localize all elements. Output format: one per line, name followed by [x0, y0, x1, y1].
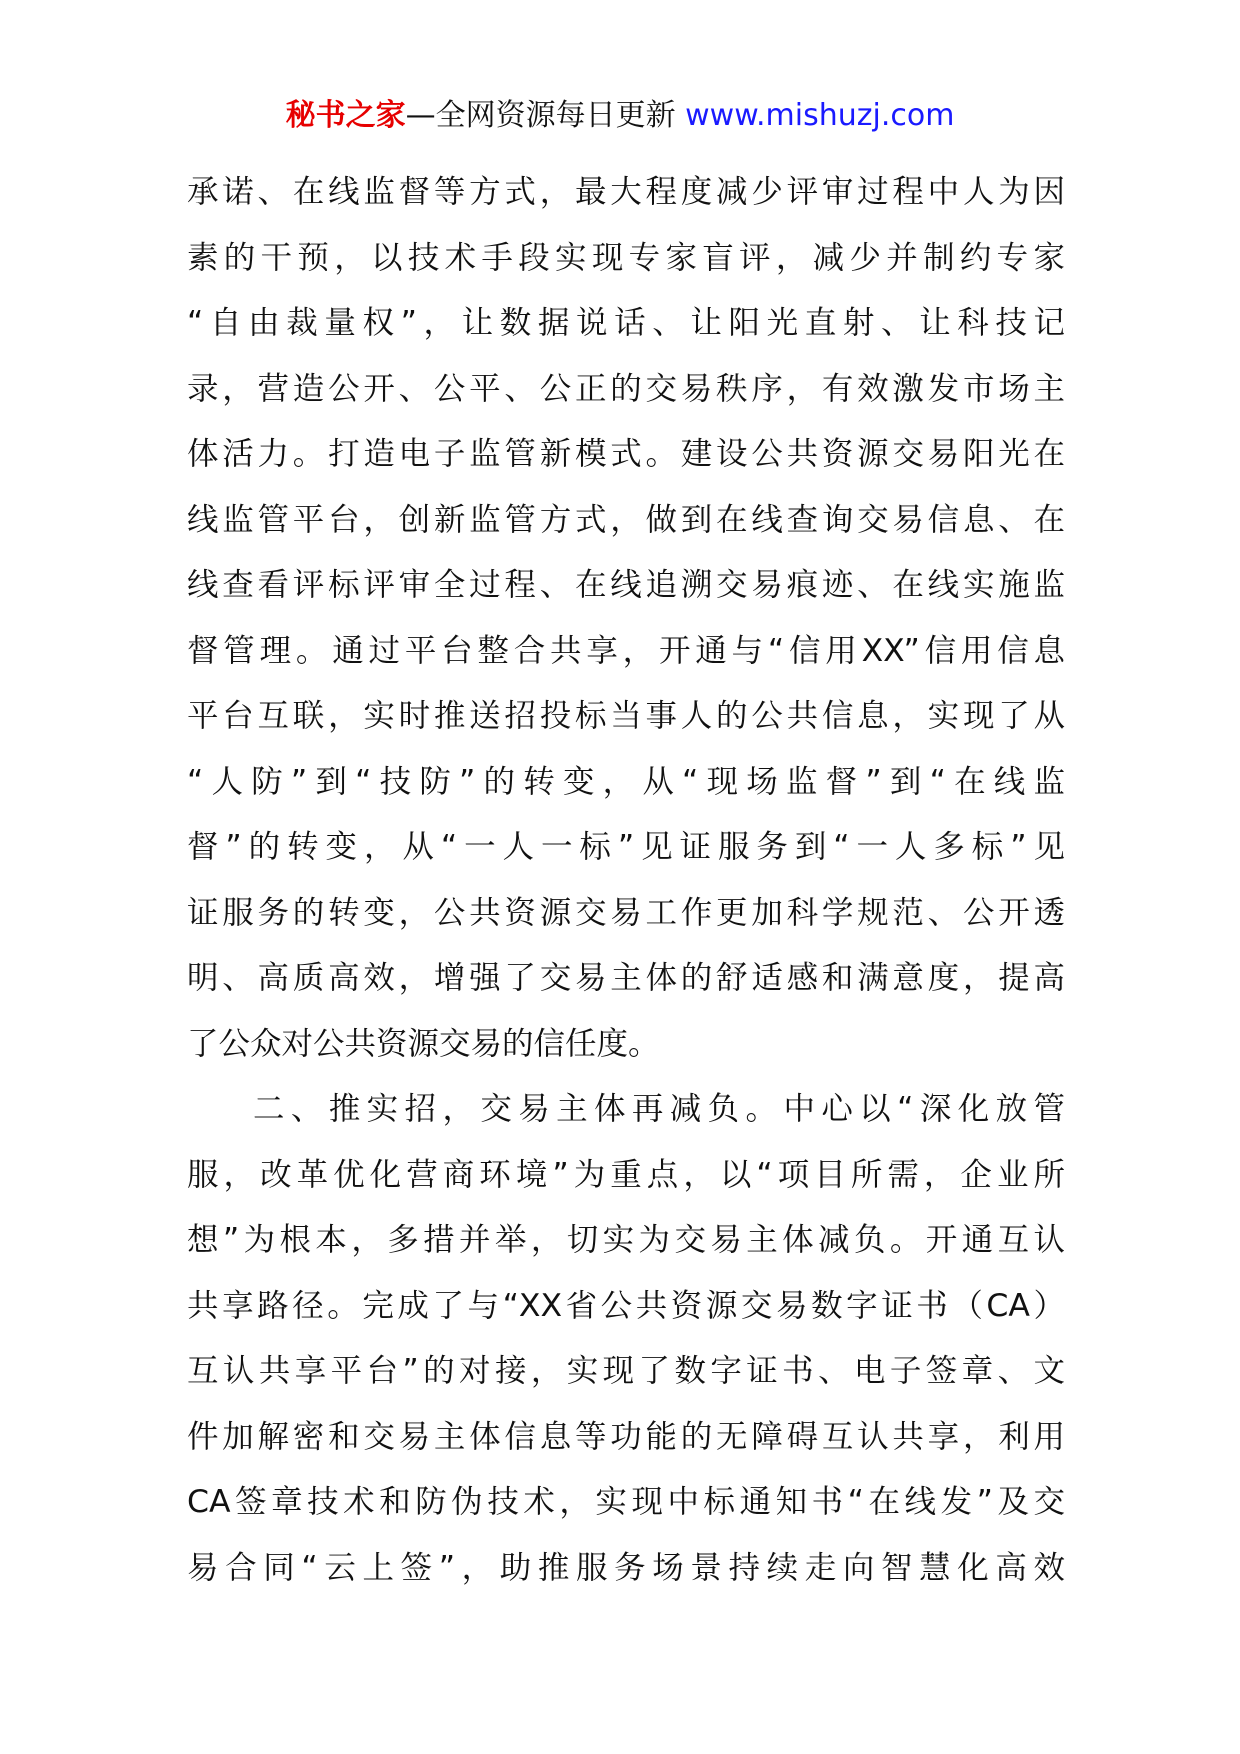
- text-line: 督”的转变，从“一人一标”见证服务到“一人多标”见: [187, 829, 1065, 865]
- header-url[interactable]: www.mishuzj.com: [685, 98, 955, 133]
- text-line: 服，改革优化营商环境”为重点，以“项目所需，企业所: [187, 1156, 1065, 1193]
- text-line: 录，营造公开、公平、公正的交易秩序，有效激发市场主: [187, 370, 1065, 407]
- text-line: 易合同“云上签”，助推服务场景持续走向智慧化高效: [187, 1549, 1065, 1586]
- text-line: 互认共享平台”的对接，实现了数字证书、电子签章、文: [187, 1353, 1065, 1389]
- text-line: 明、高质高效，增强了交易主体的舒适感和满意度，提高: [187, 960, 1065, 996]
- brand-name: 秘书之家: [285, 98, 406, 133]
- text-line: 督管理。通过平台整合共享，开通与“信用XX”信用信息: [187, 632, 1065, 669]
- text-line: CA签章技术和防伪技术，实现中标通知书“在线发”及交: [187, 1484, 1065, 1520]
- text-line: 线监管平台，创新监管方式，做到在线查询交易信息、在: [187, 501, 1065, 538]
- document-body: [187, 160, 1065, 1601]
- paragraph-end-line: 了公众对公共资源交易的信任度。: [187, 1025, 660, 1062]
- text-line: 共享路径。完成了与“XX省公共资源交易数字证书（CA）: [187, 1287, 1065, 1324]
- text-line: 证服务的转变，公共资源交易工作更加科学规范、公开透: [187, 894, 1065, 931]
- text-line: “人防”到“技防”的转变，从“现场监督”到“在线监: [187, 763, 1065, 800]
- text-line: 平台互联，实时推送招投标当事人的公共信息，实现了从: [187, 698, 1065, 734]
- text-line: 体活力。打造电子监管新模式。建设公共资源交易阳光在: [187, 436, 1065, 472]
- page-header: [0, 96, 1240, 136]
- text-line: 素的干预，以技术手段实现专家盲评，减少并制约专家: [187, 239, 1065, 276]
- text-line: “自由裁量权”，让数据说话、让阳光直射、让科技记: [187, 305, 1065, 341]
- text-line: 件加解密和交易主体信息等功能的无障碍互认共享，利用: [187, 1418, 1065, 1455]
- text-line: 想”为根本，多措并举，切实为交易主体减负。开通互认: [187, 1222, 1065, 1258]
- text-line: 承诺、在线监督等方式，最大程度减少评审过程中人为因: [187, 174, 1065, 210]
- section-heading-line: 二、推实招，交易主体再减负。中心以“深化放管: [253, 1091, 1065, 1127]
- text-line: 线查看评标评审全过程、在线追溯交易痕迹、在线实施监: [187, 567, 1065, 603]
- header-tagline: —全网资源每日更新: [405, 98, 676, 133]
